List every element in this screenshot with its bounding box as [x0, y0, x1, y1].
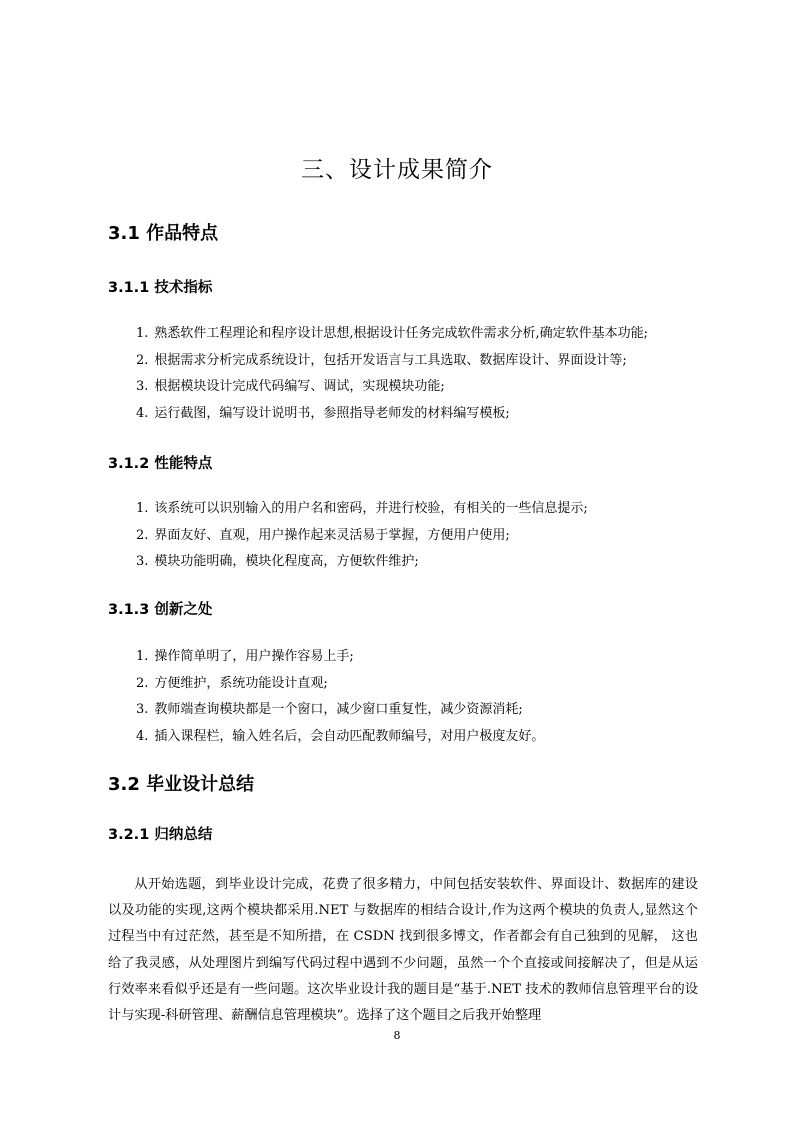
list-item-text: 根据需求分析完成系统设计，包括开发语言与工具选取、数据库设计、界面设计等;	[154, 352, 627, 368]
technical-indicators-list	[136, 325, 696, 431]
list-item	[136, 648, 696, 675]
list-item-text: 操作简单明了，用户操作容易上手;	[154, 649, 354, 664]
list-item-text: 插入课程栏，输入姓名后，会自动匹配教师编号，对用户极度友好。	[154, 728, 545, 744]
list-item	[136, 675, 696, 702]
list-item-text: 运行截图，编写设计说明书，参照指导老师发的材料编写模板;	[154, 405, 510, 421]
list-item-text: 教师端查询模块都是一个窗口，减少窗口重复性，减少资源消耗;	[154, 702, 523, 717]
chapter-title: 三、设计成果简介	[301, 157, 493, 183]
innovation-list	[136, 648, 696, 754]
list-item-text: 方便维护，系统功能设计直观;	[154, 675, 328, 691]
list-item-number: 1.	[136, 326, 149, 341]
list-item	[136, 701, 696, 728]
list-item	[136, 553, 696, 580]
list-item-text: 界面友好、直观，用户操作起来灵活易于掌握，方便用户使用;	[154, 527, 510, 543]
page-number: 8	[393, 1029, 401, 1042]
list-item	[136, 352, 696, 379]
list-item-number: 1.	[136, 501, 149, 516]
list-item-number: 4.	[136, 728, 149, 744]
list-item	[136, 405, 696, 432]
list-item-number: 2.	[136, 352, 149, 368]
subsection-heading-3-2-1: 3.2.1 归纳总结	[108, 827, 213, 843]
section-heading-3-2: 3.2 毕业设计总结	[108, 774, 255, 795]
list-item	[136, 500, 696, 527]
subsection-heading-3-1-3: 3.1.3 创新之处	[108, 602, 213, 618]
list-item-number: 4.	[136, 405, 149, 421]
list-item	[136, 728, 696, 755]
list-item	[136, 325, 696, 352]
summary-paragraph: 从开始选题，到毕业设计完成，花费了很多精力，中间包括安装软件、界面设计、数据库的建设以及功能的实现,这两个模块都采用.NET 与数据库的相结合设计,作为这两个模块的负责人,显然这个过程当中有过茫然，甚至是不知所措，在 CSDN 找到很多博文，作者都会有自己独到的见解， 这也给了我灵感，从处理图片到编写代码过程中遇到不少问题，虽然一个个直接或间接解决了，但是从运行效率来看似乎还是有一些问题。这次毕业设计我的题目是“基于.NET 技术的教师信息管理平台的设计与实现-科研管理、薪酬信息管理模块”。选择了这个题目之后我开始整理	[108, 877, 698, 1024]
list-item-text: 模块功能明确，模块化程度高，方便软件维护;	[154, 554, 419, 569]
subsection-heading-3-1-1: 3.1.1 技术指标	[108, 280, 213, 296]
section-heading-3-1: 3.1 作品特点	[108, 223, 219, 244]
list-item-number: 3.	[136, 379, 149, 394]
list-item-text: 熟悉软件工程理论和程序设计思想,根据设计任务完成软件需求分析,确定软件基本功能;	[154, 326, 649, 341]
subsection-heading-3-1-2: 3.1.2 性能特点	[108, 456, 213, 472]
list-item	[136, 378, 696, 405]
list-item	[136, 527, 696, 554]
list-item-text: 该系统可以识别输入的用户名和密码，并进行校验，有相关的一些信息提示;	[154, 501, 588, 516]
performance-features-list	[136, 500, 696, 580]
list-item-text: 根据模块设计完成代码编写、调试，实现模块功能;	[154, 379, 445, 394]
list-item-number: 2.	[136, 527, 149, 543]
list-item-number: 1.	[136, 649, 149, 664]
list-item-number: 3.	[136, 702, 149, 717]
list-item-number: 3.	[136, 554, 149, 569]
list-item-number: 2.	[136, 675, 149, 691]
